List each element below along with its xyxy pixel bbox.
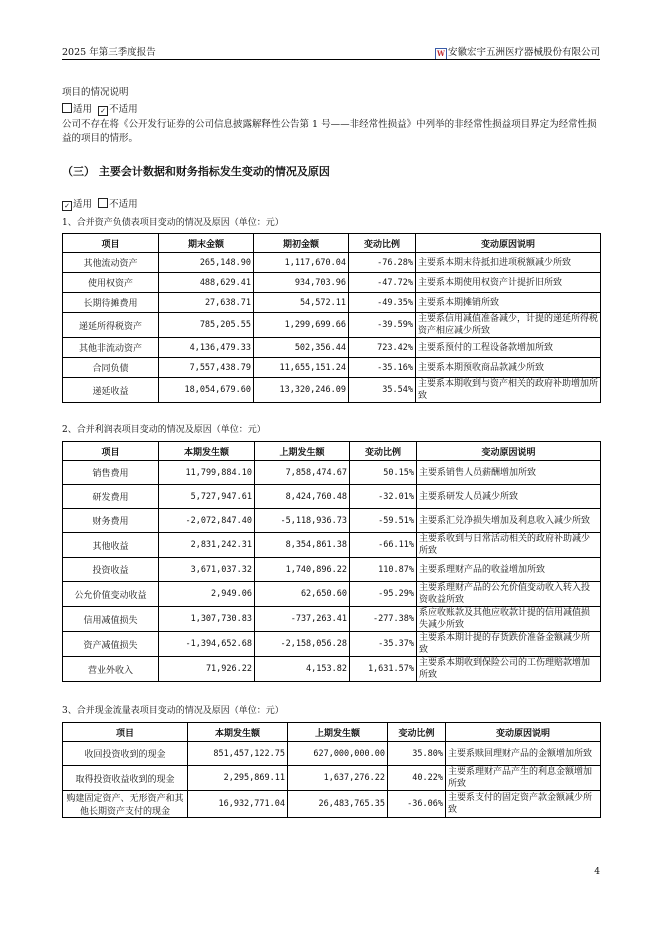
- column-header: 项目: [63, 442, 159, 461]
- current-amount-cell: 1,307,730.83: [159, 607, 255, 632]
- item-cell: 资产减值损失: [63, 632, 159, 657]
- table-row: [63, 338, 601, 358]
- table-row: [63, 607, 601, 632]
- table-row: [63, 485, 601, 509]
- column-header: 上期发生额: [288, 723, 388, 742]
- table-row: [63, 273, 601, 293]
- balance-caption: 1、合并资产负债表项目变动的情况及原因（单位：元）: [62, 218, 284, 228]
- item-cell: 长期待摊费用: [63, 293, 159, 313]
- item-cell: 公允价值变动收益: [63, 582, 159, 607]
- change-ratio-cell: 1,631.57%: [350, 657, 417, 682]
- apply-label: 适用: [73, 199, 93, 210]
- company-name-block: [435, 44, 600, 60]
- not-apply-label: 不适用: [109, 104, 138, 115]
- column-header: 本期发生额: [188, 723, 288, 742]
- table-row: [63, 632, 601, 657]
- change-ratio-cell: -35.37%: [350, 632, 417, 657]
- prior-amount-cell: -2,158,056.28: [255, 632, 350, 657]
- item-cell: 营业外收入: [63, 657, 159, 682]
- column-header: 变动比例: [350, 442, 417, 461]
- section-options: [62, 196, 138, 211]
- prior-amount-cell: 7,858,474.67: [255, 461, 350, 485]
- reason-cell: 主要系本期预收商品款减少所致: [416, 358, 601, 378]
- change-ratio-cell: 723.42%: [349, 338, 416, 358]
- not-apply-checkbox[interactable]: [98, 198, 108, 208]
- table-row: [63, 766, 601, 791]
- prior-amount-cell: 62,650.60: [255, 582, 350, 607]
- prior-amount-cell: 502,356.44: [254, 338, 349, 358]
- column-header: 期末金额: [159, 234, 254, 253]
- column-header: 期初金额: [254, 234, 349, 253]
- column-header: 项目: [63, 234, 159, 253]
- column-header: 项目: [63, 723, 188, 742]
- prior-amount-cell: 1,637,276.22: [288, 766, 388, 791]
- change-ratio-cell: 35.80%: [388, 742, 446, 766]
- current-amount-cell: -1,394,652.68: [159, 632, 255, 657]
- table-row: [63, 358, 601, 378]
- change-ratio-cell: -277.38%: [350, 607, 417, 632]
- reason-cell: 主要系本期末待抵扣进项税额减少所致: [416, 253, 601, 273]
- prior-amount-cell: 627,000,000.00: [288, 742, 388, 766]
- current-amount-cell: 5,727,947.61: [159, 485, 255, 509]
- apply-checkbox[interactable]: ✓: [62, 201, 72, 211]
- reason-cell: 主要系理财产品的公允价值变动收入转入投资收益所致: [417, 582, 601, 607]
- column-header: 变动原因说明: [416, 234, 601, 253]
- table-row: [63, 657, 601, 682]
- current-amount-cell: 11,799,884.10: [159, 461, 255, 485]
- apply-label: 适用: [73, 104, 93, 115]
- nonrecurring-title: 项目的情况说明: [62, 87, 129, 98]
- column-header: 本期发生额: [159, 442, 255, 461]
- table-row: [63, 253, 601, 273]
- table-row: [63, 742, 601, 766]
- change-ratio-cell: 50.15%: [350, 461, 417, 485]
- company-name: 安徽宏宇五洲医疗器械股份有限公司: [447, 47, 600, 58]
- item-cell: 使用权资产: [63, 273, 159, 293]
- reason-cell: 主要系收到与日常活动相关的政府补助减少所致: [417, 533, 601, 558]
- change-ratio-cell: 110.87%: [350, 558, 417, 582]
- current-amount-cell: -2,072,847.40: [159, 509, 255, 533]
- change-ratio-cell: -39.59%: [349, 313, 416, 338]
- reason-cell: 主要系本期计提的存货跌价准备金额减少所致: [417, 632, 601, 657]
- page-header: [62, 44, 600, 58]
- item-cell: 研发费用: [63, 485, 159, 509]
- table-header-row: [63, 234, 601, 253]
- company-logo-icon: W: [435, 48, 447, 60]
- current-amount-cell: 2,949.06: [159, 582, 255, 607]
- item-cell: 递延收益: [63, 378, 159, 403]
- change-ratio-cell: -76.28%: [349, 253, 416, 273]
- apply-checkbox[interactable]: [62, 103, 72, 113]
- prior-amount-cell: -737,263.41: [255, 607, 350, 632]
- prior-amount-cell: 4,153.82: [255, 657, 350, 682]
- item-cell: 合同负债: [63, 358, 159, 378]
- current-amount-cell: 3,671,037.32: [159, 558, 255, 582]
- reason-cell: 主要系研发人员减少所致: [417, 485, 601, 509]
- change-ratio-cell: -59.51%: [350, 509, 417, 533]
- reason-cell: 主要系信用减值准备减少，计提的递延所得税资产相应减少所致: [416, 313, 601, 338]
- balance-table: [62, 233, 601, 403]
- table-row: [63, 313, 601, 338]
- current-amount-cell: 7,557,438.79: [159, 358, 254, 378]
- current-amount-cell: 4,136,479.33: [159, 338, 254, 358]
- table-row: [63, 461, 601, 485]
- reason-cell: 主要系本期收到与资产相关的政府补助增加所致: [416, 378, 601, 403]
- change-ratio-cell: 35.54%: [349, 378, 416, 403]
- table-row: [63, 509, 601, 533]
- cashflow-table: [62, 722, 601, 818]
- current-amount-cell: 851,457,122.75: [188, 742, 288, 766]
- prior-amount-cell: 13,320,246.09: [254, 378, 349, 403]
- prior-amount-cell: 1,740,896.22: [255, 558, 350, 582]
- table-row: [63, 558, 601, 582]
- item-cell: 其他流动资产: [63, 253, 159, 273]
- header-divider: [62, 59, 600, 60]
- reason-cell: 主要系本期摊销所致: [416, 293, 601, 313]
- not-apply-label: 不适用: [109, 199, 138, 210]
- prior-amount-cell: 8,354,861.38: [255, 533, 350, 558]
- table-row: [63, 533, 601, 558]
- reason-cell: 主要系预付的工程设备款增加所致: [416, 338, 601, 358]
- prior-amount-cell: 934,703.96: [254, 273, 349, 293]
- income-table: [62, 441, 601, 682]
- current-amount-cell: 2,295,869.11: [188, 766, 288, 791]
- current-amount-cell: 16,932,771.04: [188, 791, 288, 818]
- nonrecurring-options: [62, 101, 138, 116]
- reason-cell: 主要系理财产品的收益增加所致: [417, 558, 601, 582]
- column-header: 变动比例: [349, 234, 416, 253]
- table-header-row: [63, 442, 601, 461]
- nonrecurring-text: 公司不存在将《公开发行证券的公司信息披露解释性公告第 1 号——非经常性损益》中列举的非经常性损益项目界定为经常性损益的项目的情形。: [62, 119, 597, 144]
- current-amount-cell: 265,148.90: [159, 253, 254, 273]
- item-cell: 递延所得税资产: [63, 313, 159, 338]
- column-header: 变动原因说明: [446, 723, 601, 742]
- item-cell: 收回投资收到的现金: [63, 742, 188, 766]
- column-header: 变动比例: [388, 723, 446, 742]
- item-cell: 其他非流动资产: [63, 338, 159, 358]
- reason-cell: 系应收账款及其他应收款计提的信用减值损失减少所致: [417, 607, 601, 632]
- item-cell: 销售费用: [63, 461, 159, 485]
- current-amount-cell: 2,831,242.31: [159, 533, 255, 558]
- item-cell: 其他收益: [63, 533, 159, 558]
- item-cell: 信用减值损失: [63, 607, 159, 632]
- section-title: （三） 主要会计数据和财务指标发生变动的情况及原因: [62, 165, 330, 178]
- not-apply-checkbox[interactable]: ✓: [98, 106, 108, 116]
- column-header: 变动原因说明: [417, 442, 601, 461]
- income-caption: 2、合并利润表项目变动的情况及原因（单位：元）: [62, 425, 266, 435]
- item-cell: 取得投资收益收到的现金: [63, 766, 188, 791]
- current-amount-cell: 785,205.55: [159, 313, 254, 338]
- column-header: 上期发生额: [255, 442, 350, 461]
- change-ratio-cell: -47.72%: [349, 273, 416, 293]
- change-ratio-cell: -49.35%: [349, 293, 416, 313]
- table-row: [63, 791, 601, 818]
- prior-amount-cell: 54,572.11: [254, 293, 349, 313]
- table-row: [63, 293, 601, 313]
- current-amount-cell: 488,629.41: [159, 273, 254, 293]
- current-amount-cell: 18,054,679.60: [159, 378, 254, 403]
- reason-cell: 主要系理财产品产生的利息金额增加所致: [446, 766, 601, 791]
- prior-amount-cell: 11,655,151.24: [254, 358, 349, 378]
- reason-cell: 主要系汇兑净损失增加及利息收入减少所致: [417, 509, 601, 533]
- change-ratio-cell: -36.06%: [388, 791, 446, 818]
- reason-cell: 主要系支付的固定资产款金额减少所致: [446, 791, 601, 818]
- item-cell: 购建固定资产、无形资产和其他长期资产支付的现金: [63, 791, 188, 818]
- change-ratio-cell: -66.11%: [350, 533, 417, 558]
- prior-amount-cell: 1,299,699.66: [254, 313, 349, 338]
- change-ratio-cell: -32.01%: [350, 485, 417, 509]
- current-amount-cell: 27,638.71: [159, 293, 254, 313]
- page-number: 4: [594, 867, 600, 877]
- reason-cell: 主要系本期使用权资产计提折旧所致: [416, 273, 601, 293]
- change-ratio-cell: 40.22%: [388, 766, 446, 791]
- prior-amount-cell: 8,424,760.48: [255, 485, 350, 509]
- table-header-row: [63, 723, 601, 742]
- table-row: [63, 378, 601, 403]
- prior-amount-cell: -5,118,936.73: [255, 509, 350, 533]
- prior-amount-cell: 26,483,765.35: [288, 791, 388, 818]
- report-title: 2025 年第三季度报告: [62, 47, 156, 58]
- change-ratio-cell: -95.29%: [350, 582, 417, 607]
- item-cell: 财务费用: [63, 509, 159, 533]
- item-cell: 投资收益: [63, 558, 159, 582]
- reason-cell: 主要系赎回理财产品的金额增加所致: [446, 742, 601, 766]
- reason-cell: 主要系本期收到保险公司的工伤理赔款增加所致: [417, 657, 601, 682]
- reason-cell: 主要系销售人员薪酬增加所致: [417, 461, 601, 485]
- prior-amount-cell: 1,117,670.04: [254, 253, 349, 273]
- change-ratio-cell: -35.16%: [349, 358, 416, 378]
- current-amount-cell: 71,926.22: [159, 657, 255, 682]
- cashflow-caption: 3、合并现金流量表项目变动的情况及原因（单位：元）: [62, 706, 284, 716]
- table-row: [63, 582, 601, 607]
